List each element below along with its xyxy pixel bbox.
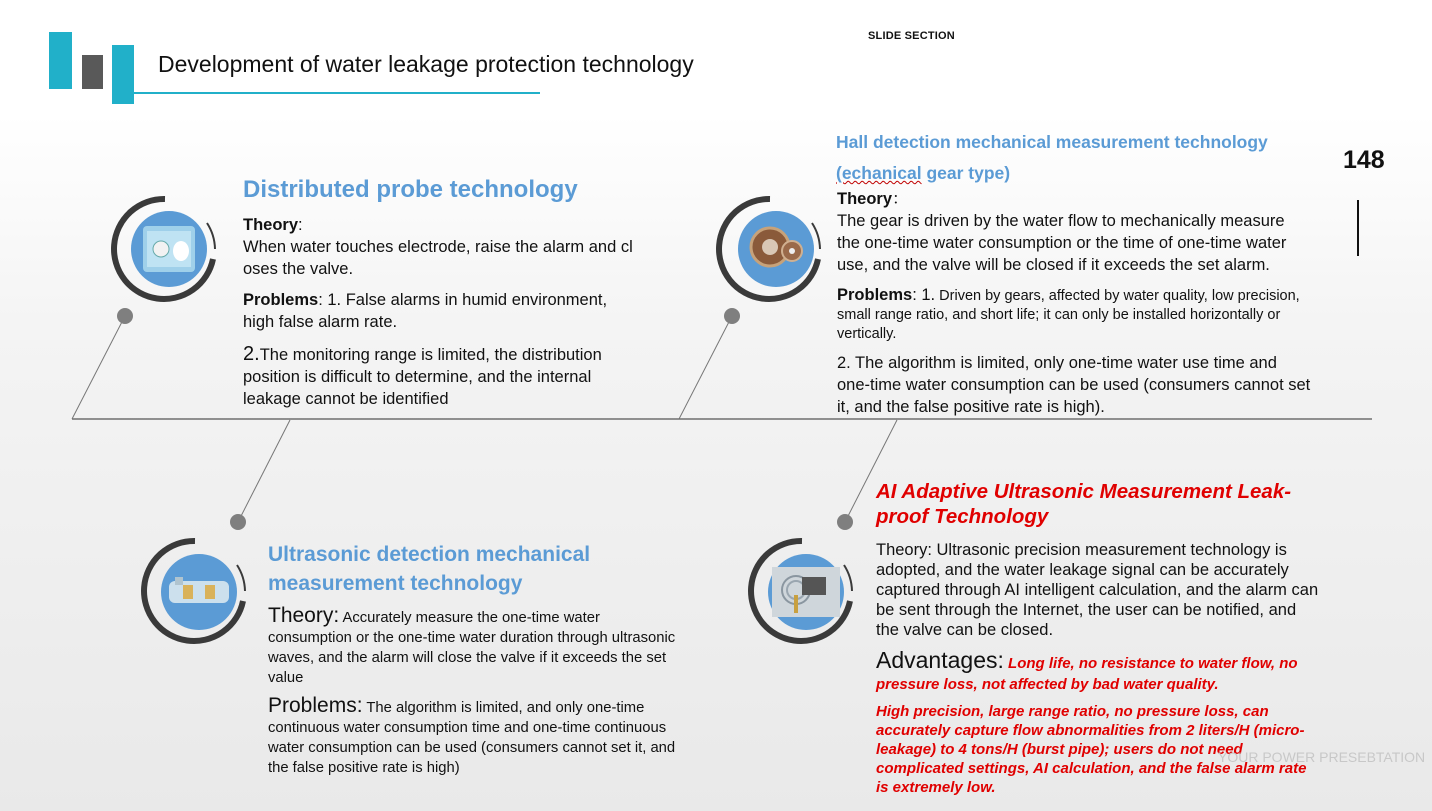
watermark: YOUR POWER PRESEBTATION [1218,749,1426,765]
ai-adv2-line5: is extremely low. [876,779,996,796]
distributed-problems-label: Problems [243,291,319,309]
ultrasonic-theory-line4: value [268,670,304,686]
hall-theory-colon: ： [892,190,909,208]
distributed-problem2-line1: The monitoring range is limited, the distribution [259,346,602,364]
distributed-problem2-line2: position is difficult to determine, and the internal [243,368,592,386]
ai-heading-line1: AI Adaptive Ultrasonic Measurement Leak- [876,480,1292,503]
distributed-theory-label: Theory [243,216,299,234]
hall-heading-wavy: (echanical [836,163,922,183]
distributed-icon-ring [109,193,221,305]
distributed-theory-line2: oses the valve. [243,260,354,278]
ai-adv2-line1: High precision, large range ratio, no pressure loss, can [876,703,1269,720]
distributed-problem2-num: 2. [243,343,260,365]
ultrasonic-theory-label: Theory: [268,604,340,627]
ultrasonic-heading-line2: measurement technology [268,572,523,595]
ultrasonic-heading [268,540,590,598]
hall-theory-label: Theory [837,190,893,208]
ai-theory-line1: Theory: Ultrasonic precision measurement technology is [876,541,1287,559]
hall-problem2-line2: one-time water consumption can be used (consumers cannot set [837,376,1311,394]
hall-problems-label: Problems [837,286,913,304]
ai-heading-line2: proof Technology [876,505,1049,528]
hall-icon-ring [714,193,826,305]
hall-heading-line1: Hall detection mechanical measurement technology [836,132,1268,152]
ai-theory-line3: captured through AI intelligent calculation, and the alarm can [876,581,1319,599]
ai-adv2-line3: leakage) to 4 tons/H (burst pipe); users do not need [876,741,1243,758]
distributed-problems-line1: : 1. False alarms in humid environment, [318,291,608,309]
ultrasonic-problems-line3: water consumption can be used (consumers cannot set it, and [268,740,676,756]
ultrasonic-icon-ring [139,535,251,647]
ai-heading [876,479,1291,529]
hall-problem2-line1: 2. The algorithm is limited, only one-time water use time and [837,354,1277,372]
ultrasonic-theory-line3: waves, and the alarm will close the valve if it exceeds the set [268,650,667,666]
ai-advantages-line2: pressure loss, not affected by bad water quality. [876,676,1219,693]
hall-heading [836,127,1268,189]
hall-problems-line1: Driven by gears, affected by water quality, low precision, [935,288,1300,304]
hall-body [837,188,1362,418]
ultrasonic-theory-line2: consumption or the one-time water duration through ultrasonic [268,630,676,646]
ai-theory-line4: be sent through the Internet, the user can be notified, and [876,601,1297,619]
ultrasonic-problems-line4: the false positive rate is high) [268,760,460,776]
hall-problems-num: : 1. [912,286,936,304]
page-number: 148 [1343,146,1385,174]
distributed-heading: Distributed probe technology [243,176,578,203]
ai-advantages-label: Advantages: [876,647,1004,673]
distributed-theory-colon: : [298,216,303,234]
hall-heading-line2: gear type) [921,163,1011,183]
ultrasonic-problems-label: Problems: [268,694,363,717]
distributed-body [243,214,683,410]
ai-theory-line2: adopted, and the water leakage signal can be accurately [876,561,1289,579]
ai-icon-ring [746,535,858,647]
page-title: Development of water leakage protection technology [158,51,694,77]
ai-adv2-line2: accurately capture flow abnormalities from 2 liters/H (micro- [876,722,1305,739]
hall-theory-line1: The gear is driven by the water flow to mechanically measure [837,212,1285,230]
ultrasonic-heading-line1: Ultrasonic detection mechanical [268,543,591,566]
slide-section-label: SLIDE SECTION [868,30,955,42]
ultrasonic-body [268,606,738,778]
ultrasonic-problems-line1: The algorithm is limited, and only one-time [362,700,645,716]
distributed-problems-line2: high false alarm rate. [243,313,398,331]
hall-problem2-line3: it, and the false positive rate is high). [837,398,1105,416]
ai-advantages-line1: Long life, no resistance to water flow, no [1003,655,1298,672]
ultrasonic-theory-line1: Accurately measure the one-time water [339,610,600,626]
ai-theory-line5: the valve can be closed. [876,621,1054,639]
hall-problems-line3: vertically. [837,326,897,342]
distributed-theory-line1: When water touches electrode, raise the alarm and cl [243,238,633,256]
hall-theory-line2: the one-time water consumption or the time of one-time water [837,234,1287,252]
ultrasonic-problems-line2: continuous water consumption time and one-time continuous [268,720,667,736]
ai-adv2-line4: complicated settings, AI calculation, and the false alarm rate [876,760,1307,777]
hall-problems-line2: small range ratio, and short life; it can only be installed horizontally or [837,307,1281,323]
hall-theory-line3: use, and the valve will be closed if it exceeds the set alarm. [837,256,1270,274]
distributed-problem2-line3: leakage cannot be identified [243,390,449,408]
